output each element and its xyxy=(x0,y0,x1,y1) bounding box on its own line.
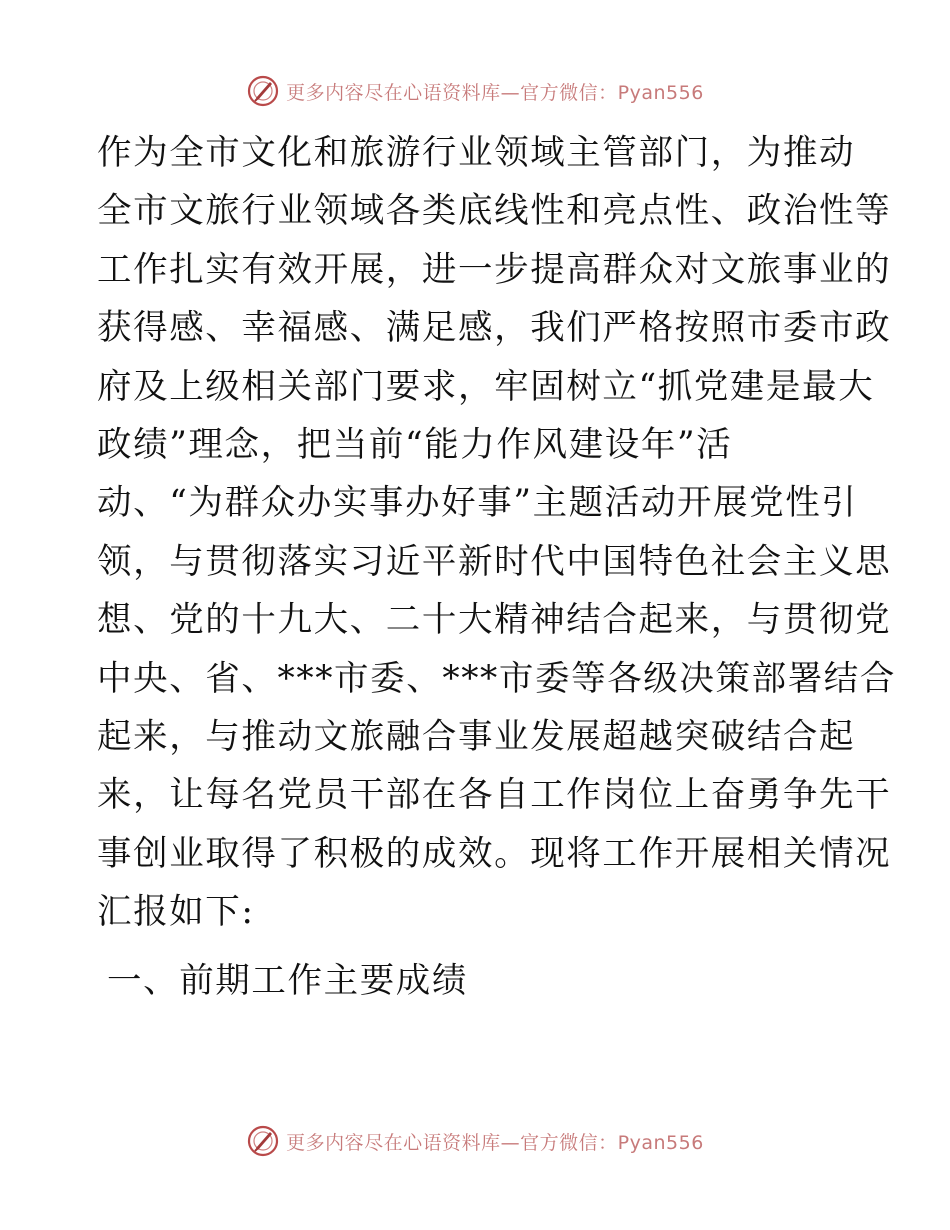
header-watermark xyxy=(0,74,950,108)
paragraph-line: 工作扎实有效开展，进一步提高群众对文旅事业的 xyxy=(97,249,892,290)
footer-watermark xyxy=(0,1124,950,1158)
paragraph-line: 动、“为群众办实事办好事”主题活动开展党性引 xyxy=(97,483,858,524)
document-body xyxy=(97,124,896,942)
paragraph-line: 中央、省、***市委、***市委等各级决策部署结合 xyxy=(97,658,896,699)
paragraph-line: 作为全市文化和旅游行业领域主管部门，为推动 xyxy=(97,133,856,173)
paragraph-line: 府及上级相关部门要求，牢固树立“抓党建是最大 xyxy=(97,366,875,407)
paragraph-line: 全市文旅行业领域各类底线性和亮点性、政治性等 xyxy=(97,191,892,232)
intro-paragraph xyxy=(97,124,896,942)
paragraph-line: 政绩”理念，把当前“能力作风建设年”活 xyxy=(97,425,733,466)
paragraph-line: 来，让每名党员干部在各自工作岗位上奋勇争先干 xyxy=(97,775,892,816)
quill-seal-icon xyxy=(246,74,280,108)
section-heading: 一、前期工作主要成绩 xyxy=(107,961,468,1001)
paragraph-line: 想、党的十九大、二十大精神结合起来，与贯彻党 xyxy=(97,600,892,641)
watermark-text: 更多内容尽在心语资料库—官方微信：Pyan556 xyxy=(286,81,704,104)
paragraph-line: 获得感、幸福感、满足感，我们严格按照市委市政 xyxy=(97,308,892,349)
quill-seal-icon xyxy=(246,1124,280,1158)
paragraph-line: 事创业取得了积极的成效。现将工作开展相关情况 xyxy=(97,833,892,874)
paragraph-line: 领，与贯彻落实习近平新时代中国特色社会主义思 xyxy=(97,541,892,582)
paragraph-line: 起来，与推动文旅融合事业发展超越突破结合起 xyxy=(97,717,856,758)
paragraph-line: 汇报如下: xyxy=(97,892,255,933)
watermark-text: 更多内容尽在心语资料库—官方微信：Pyan556 xyxy=(286,1131,704,1154)
